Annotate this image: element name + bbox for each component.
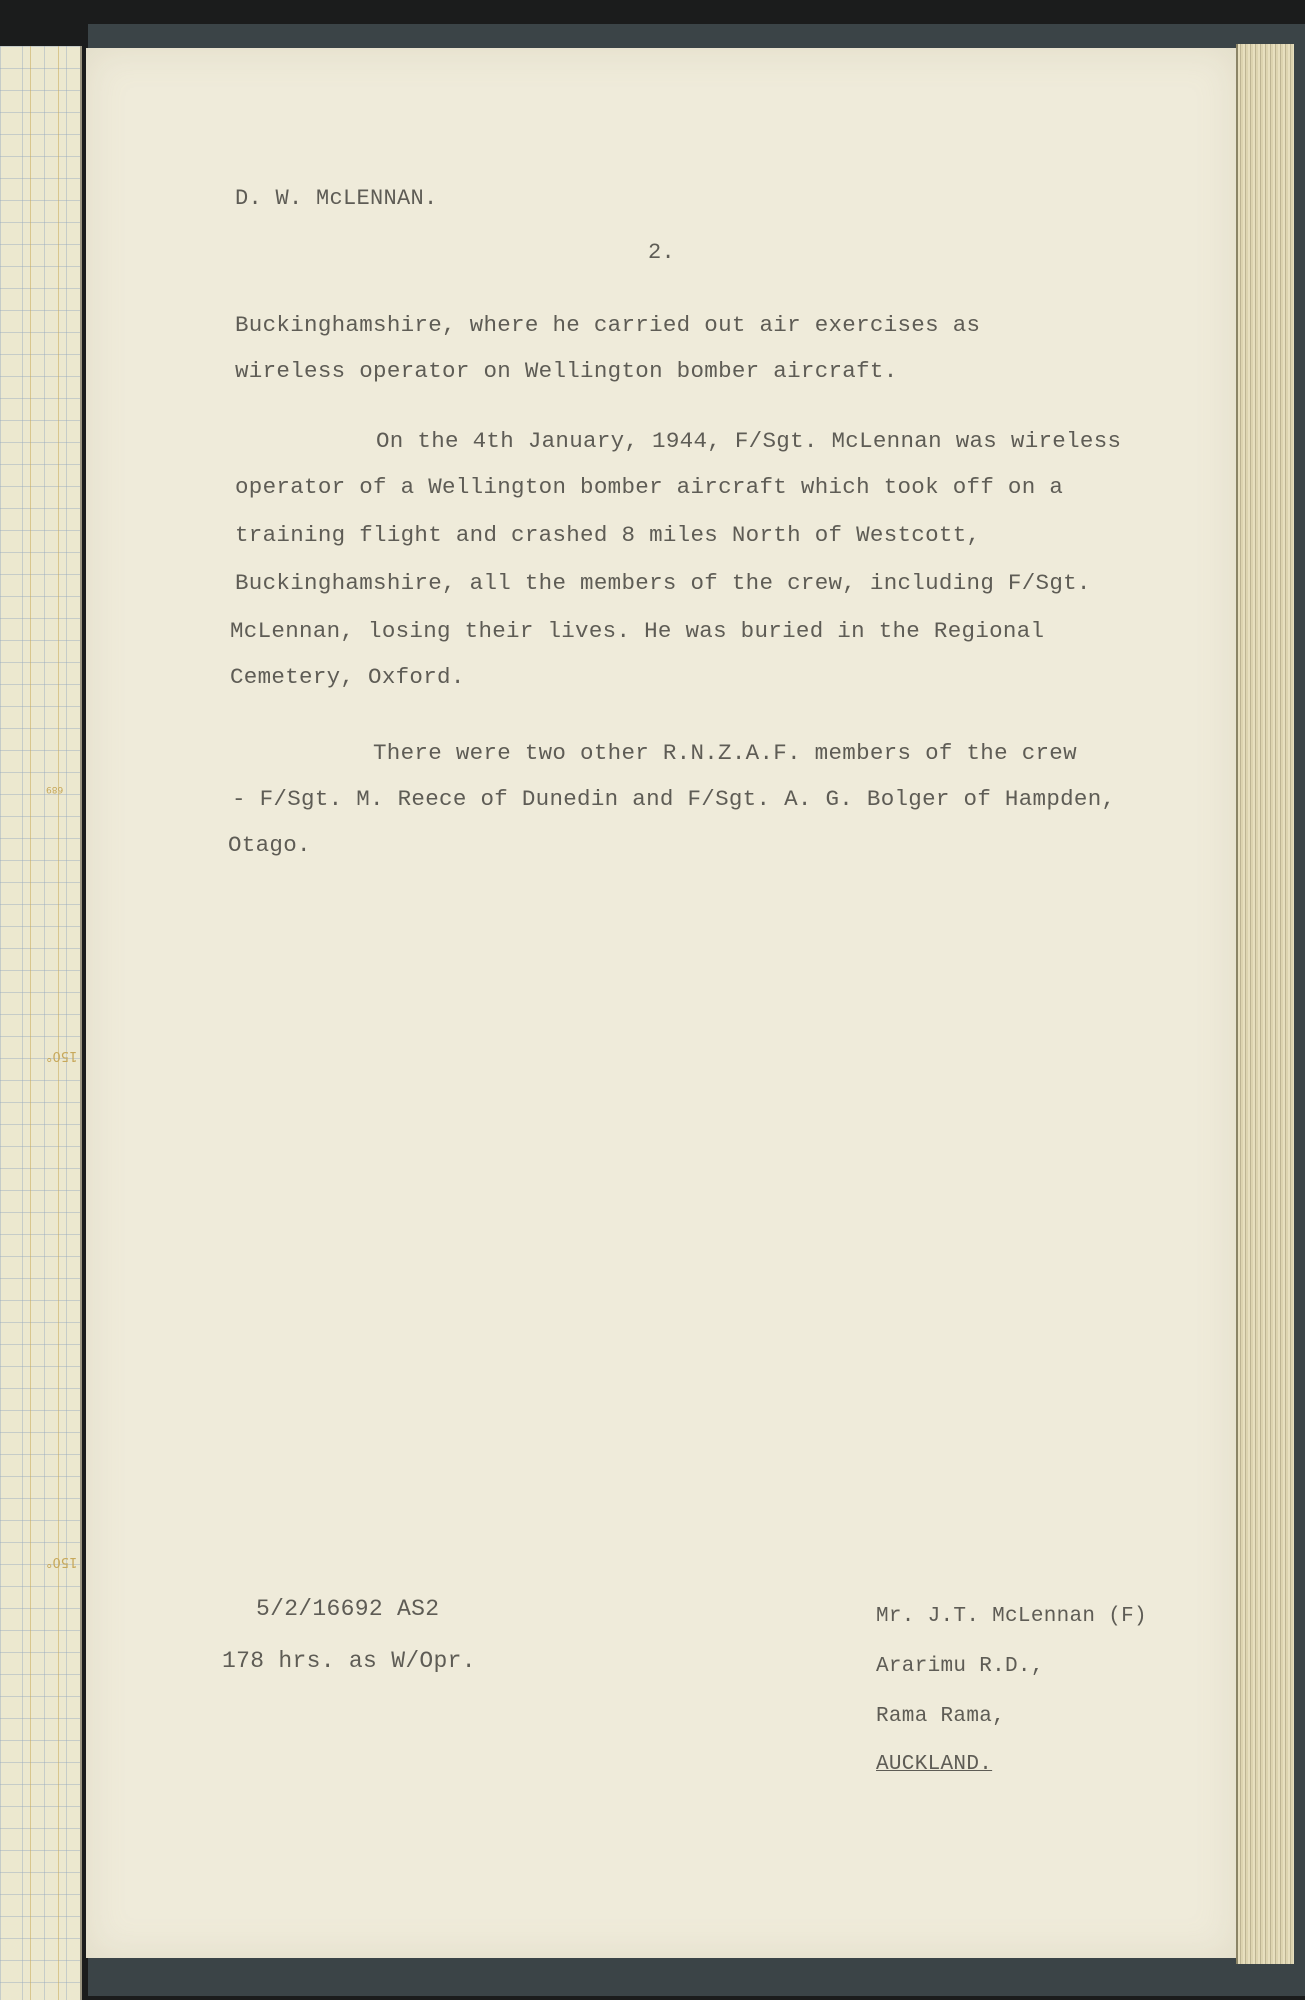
address-name: Mr. J.T. McLennan (F) (876, 1605, 1147, 1628)
body-line-8: Cemetery, Oxford. (230, 664, 465, 690)
strip-grid-line (58, 46, 59, 2000)
page-edges (1236, 44, 1294, 1964)
file-reference: 5/2/16692 AS2 (256, 1596, 440, 1622)
body-line-4: operator of a Wellington bomber aircraft which took off on a (235, 474, 1064, 500)
body-line-6: Buckinghamshire, all the members of the crew, including F/Sgt. (235, 570, 1091, 596)
service-hours: 178 hrs. as W/Opr. (222, 1648, 476, 1674)
body-line-1: Buckinghamshire, where he carried out air exercises as (235, 312, 981, 338)
address-city: AUCKLAND. (876, 1753, 993, 1776)
body-line-9: There were two other R.N.Z.A.F. members of the crew (373, 740, 1077, 766)
header-name: D. W. McLENNAN. (235, 186, 438, 211)
address-line-1: Ararimu R.D., (876, 1655, 1044, 1678)
body-line-3: On the 4th January, 1944, F/Sgt. McLennan was wireless (376, 428, 1122, 454)
address-line-2: Rama Rama, (876, 1705, 1006, 1728)
page-number: 2. (648, 240, 676, 265)
strip-small-mark: 689 (46, 784, 64, 794)
strip-grid-line (30, 46, 31, 2000)
body-line-2: wireless operator on Wellington bomber aircraft. (235, 358, 898, 384)
graph-paper-strip (0, 46, 82, 2000)
body-line-5: training flight and crashed 8 miles North of Westcott, (235, 522, 981, 548)
strip-degree-mark: 150° (46, 1048, 78, 1063)
strip-degree-mark: 150° (46, 1554, 78, 1569)
body-line-7: McLennan, losing their lives. He was buried in the Regional (230, 618, 1045, 644)
body-line-11: Otago. (228, 832, 311, 858)
body-line-10: - F/Sgt. M. Reece of Dunedin and F/Sgt. A. G. Bolger of Hampden, (232, 786, 1116, 812)
